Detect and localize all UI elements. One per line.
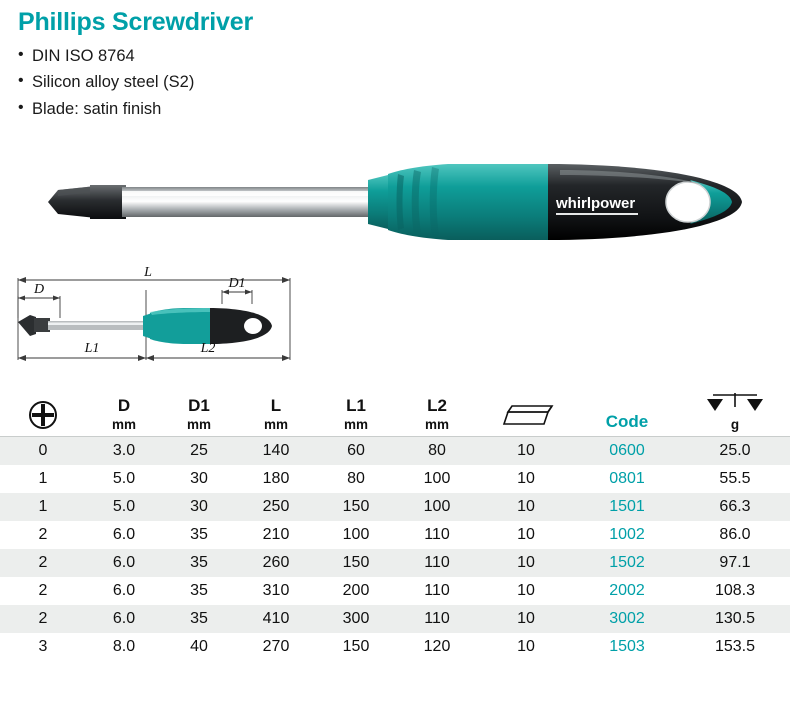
column-header-l1: L1 mm: [316, 387, 396, 437]
table-row: 1 5.0 30 250 150 100 10 1501 66.3: [0, 493, 790, 521]
list-item: • Blade: satin finish: [18, 98, 790, 120]
table-row: 3 8.0 40 270 150 120 10 1503 153.5: [0, 633, 790, 661]
screwdriver-illustration: [0, 130, 790, 260]
specification-table: [0, 387, 790, 661]
product-code: 1502: [609, 553, 645, 571]
table-row: 2 6.0 35 410 300 110 10 3002 130.5: [0, 605, 790, 633]
phillips-cross-icon: [28, 400, 58, 430]
product-code: 1501: [609, 497, 645, 515]
label-L2: L2: [200, 340, 216, 356]
dimension-diagram: [0, 260, 790, 385]
column-header-pack: [478, 387, 574, 437]
label-L: L: [144, 264, 152, 280]
column-header-l2: L2 mm: [396, 387, 478, 437]
column-header-l: L mm: [236, 387, 316, 437]
label-D1: D1: [228, 275, 246, 291]
box-icon: [498, 402, 554, 430]
list-item: • DIN ISO 8764: [18, 45, 790, 67]
table-header-row: [0, 387, 790, 437]
list-item: • Silicon alloy steel (S2): [18, 71, 790, 93]
product-code: 1503: [609, 637, 645, 655]
page-title: Phillips Screwdriver: [18, 8, 253, 36]
product-code: 0600: [609, 441, 645, 459]
scale-icon: [705, 389, 765, 415]
label-D: D: [33, 281, 45, 297]
column-header-type: [0, 387, 86, 437]
product-photo: [0, 130, 790, 260]
table-row: 2 6.0 35 260 150 110 10 1502 97.1: [0, 549, 790, 577]
product-code: 2002: [609, 581, 645, 599]
product-code: 1002: [609, 525, 645, 543]
table-row: 1 5.0 30 180 80 100 10 0801 55.5: [0, 465, 790, 493]
column-header-code: Code: [574, 387, 680, 437]
product-header: [0, 0, 790, 120]
column-header-d1: D1 mm: [162, 387, 236, 437]
table-body: [0, 436, 790, 661]
brand-label: whirlpower: [556, 194, 636, 212]
column-header-weight: g: [680, 387, 790, 437]
table-row: 2 6.0 35 210 100 110 10 1002 86.0: [0, 521, 790, 549]
product-code: 0801: [609, 469, 645, 487]
label-L1: L1: [84, 340, 100, 356]
column-header-d: D mm: [86, 387, 162, 437]
table-row: 2 6.0 35 310 200 110 10 2002 108.3: [0, 577, 790, 605]
product-code: 3002: [609, 609, 645, 627]
dimension-drawing: [0, 260, 790, 385]
table-row: 0 3.0 25 140 60 80 10 0600 25.0: [0, 436, 790, 465]
feature-list: [18, 45, 790, 120]
